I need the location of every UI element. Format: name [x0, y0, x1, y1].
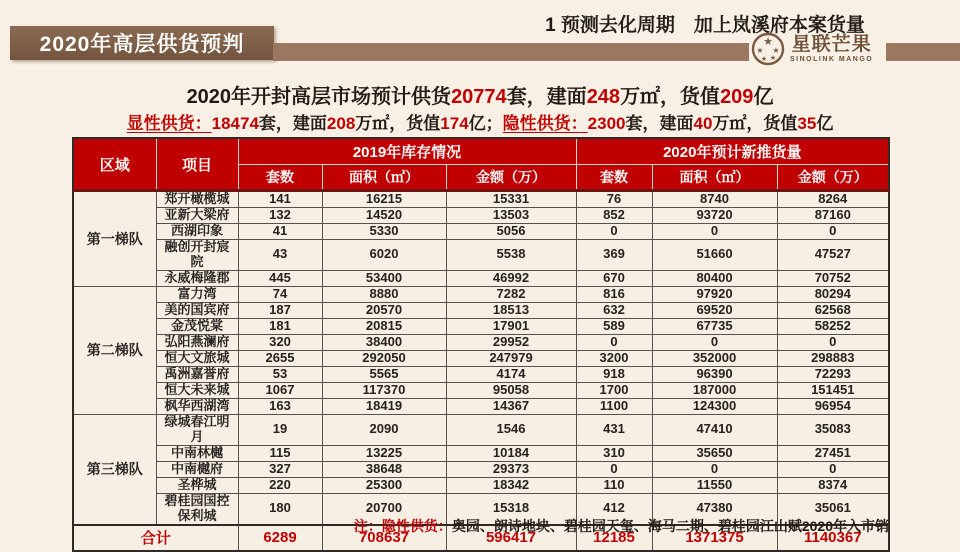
- value-cell: 25300: [322, 477, 446, 493]
- value-cell: 47410: [652, 414, 777, 445]
- value-cell: 187000: [652, 382, 777, 398]
- value-cell: 76: [576, 191, 652, 208]
- value-cell: 589: [576, 318, 652, 334]
- col-subheader: 套数: [576, 165, 652, 191]
- project-cell: 圣桦城: [156, 477, 238, 493]
- project-cell: 金茂悦棠: [156, 318, 238, 334]
- value-cell: 13503: [446, 208, 576, 224]
- table-row: [73, 382, 889, 398]
- value-cell: 124300: [652, 398, 777, 414]
- value-cell: 0: [777, 334, 889, 350]
- total-value: 6289: [238, 525, 322, 551]
- project-cell: 永威梅隆郡: [156, 270, 238, 286]
- value-cell: 5565: [322, 366, 446, 382]
- project-cell: 恒大未来城: [156, 382, 238, 398]
- value-cell: 632: [576, 302, 652, 318]
- value-cell: 181: [238, 318, 322, 334]
- headline-secondary: [0, 109, 960, 134]
- value-cell: 80400: [652, 270, 777, 286]
- value-cell: 18513: [446, 302, 576, 318]
- value-cell: 369: [576, 240, 652, 271]
- value-cell: 431: [576, 414, 652, 445]
- table-row: [73, 240, 889, 271]
- value-cell: 70752: [777, 270, 889, 286]
- value-cell: 1700: [576, 382, 652, 398]
- text-segment: 套，建面: [625, 114, 694, 133]
- table-row: [73, 302, 889, 318]
- value-cell: 53: [238, 366, 322, 382]
- col-header-region: 区域: [73, 138, 156, 191]
- slide-title: 2020年高层供货预判: [39, 33, 245, 56]
- value-cell: 11550: [652, 477, 777, 493]
- value-cell: 0: [576, 224, 652, 240]
- text-segment: 显性供货：: [126, 114, 212, 133]
- value-cell: 412: [576, 493, 652, 524]
- text-segment: 奥园、朗诗地块、碧桂园天玺、海马二期、碧桂园江山赋2020年入市销: [451, 518, 889, 534]
- project-cell: 郑开橄榄城: [156, 191, 238, 208]
- value-cell: 53400: [322, 270, 446, 286]
- value-cell: 310: [576, 445, 652, 461]
- value-cell: 1546: [446, 414, 576, 445]
- value-cell: 20570: [322, 302, 446, 318]
- value-cell: 62568: [777, 302, 889, 318]
- text-segment: 208: [326, 114, 356, 133]
- table-row: [73, 270, 889, 286]
- value-cell: 327: [238, 461, 322, 477]
- value-cell: 0: [652, 334, 777, 350]
- value-cell: 352000: [652, 350, 777, 366]
- col-subheader: 面积（㎡）: [322, 165, 446, 191]
- project-cell: 美的国宾府: [156, 302, 238, 318]
- value-cell: 8880: [322, 286, 446, 302]
- value-cell: 220: [238, 477, 322, 493]
- value-cell: 110: [576, 477, 652, 493]
- supply-table: [72, 137, 890, 552]
- value-cell: 18419: [322, 398, 446, 414]
- value-cell: 115: [238, 445, 322, 461]
- value-cell: 17901: [446, 318, 576, 334]
- col-subheader: 金额（万）: [446, 165, 576, 191]
- value-cell: 163: [238, 398, 322, 414]
- value-cell: 2655: [238, 350, 322, 366]
- total-value: 708637: [322, 525, 446, 551]
- text-segment: 隐性供货：: [502, 114, 588, 133]
- value-cell: 38400: [322, 334, 446, 350]
- section-heading: 1 预测去化周期 加上岚溪府本案货量: [545, 15, 865, 36]
- value-cell: 93720: [652, 208, 777, 224]
- value-cell: 10184: [446, 445, 576, 461]
- table-row: [73, 208, 889, 224]
- text-segment: 40: [693, 114, 713, 133]
- value-cell: 19: [238, 414, 322, 445]
- total-value: 12185: [576, 525, 652, 551]
- value-cell: 29373: [446, 461, 576, 477]
- value-cell: 132: [238, 208, 322, 224]
- table-row: [73, 398, 889, 414]
- value-cell: 445: [238, 270, 322, 286]
- text-segment: 18474: [211, 114, 259, 133]
- project-cell: 亚新大梁府: [156, 208, 238, 224]
- value-cell: 35650: [652, 445, 777, 461]
- region-cell: 第一梯队: [73, 191, 156, 287]
- text-segment: 2300: [587, 114, 626, 133]
- logo-text: [790, 35, 873, 63]
- value-cell: 18342: [446, 477, 576, 493]
- table-row: [73, 318, 889, 334]
- value-cell: 29952: [446, 334, 576, 350]
- table-row: [73, 350, 889, 366]
- value-cell: 14367: [446, 398, 576, 414]
- value-cell: 97920: [652, 286, 777, 302]
- value-cell: 0: [777, 461, 889, 477]
- text-segment: 万㎡，货值: [712, 114, 798, 133]
- value-cell: 8264: [777, 191, 889, 208]
- value-cell: 8374: [777, 477, 889, 493]
- project-cell: 绿城春江明月: [156, 414, 238, 445]
- value-cell: 74: [238, 286, 322, 302]
- col-group-2020: 2020年预计新推货量: [576, 138, 889, 165]
- header-bar-left: [273, 43, 749, 61]
- headline-primary: [0, 80, 960, 109]
- value-cell: 58252: [777, 318, 889, 334]
- value-cell: 72293: [777, 366, 889, 382]
- value-cell: 4174: [446, 366, 576, 382]
- value-cell: 247979: [446, 350, 576, 366]
- logo-name-cn: 星联芒果: [791, 34, 872, 55]
- svg-text:★: ★: [760, 56, 768, 63]
- value-cell: 292050: [322, 350, 446, 366]
- text-segment: 248: [586, 86, 621, 108]
- project-cell: 恒大文旅城: [156, 350, 238, 366]
- value-cell: 47527: [777, 240, 889, 271]
- value-cell: 117370: [322, 382, 446, 398]
- value-cell: 5330: [322, 224, 446, 240]
- value-cell: 41: [238, 224, 322, 240]
- project-cell: 禹洲嘉誉府: [156, 366, 238, 382]
- project-cell: 融创开封宸院: [156, 240, 238, 271]
- text-segment: 套，建面: [258, 114, 327, 133]
- table-row: [73, 414, 889, 445]
- svg-text:★: ★: [769, 55, 777, 62]
- total-value: 1371375: [652, 525, 777, 551]
- text-segment: 亿；: [468, 114, 503, 133]
- value-cell: 1067: [238, 382, 322, 398]
- table-row: [73, 445, 889, 461]
- table-row: [73, 477, 889, 493]
- value-cell: 87160: [777, 208, 889, 224]
- table-row: [73, 461, 889, 477]
- text-segment: 174: [440, 114, 469, 133]
- project-cell: 枫华西湖湾: [156, 398, 238, 414]
- value-cell: 35061: [777, 493, 889, 524]
- project-cell: 中南林樾: [156, 445, 238, 461]
- value-cell: 15318: [446, 493, 576, 524]
- value-cell: 298883: [777, 350, 889, 366]
- text-segment: 亿: [753, 86, 774, 108]
- svg-text:★: ★: [756, 46, 764, 55]
- value-cell: 69520: [652, 302, 777, 318]
- text-segment: 20774: [451, 86, 507, 108]
- value-cell: 14520: [322, 208, 446, 224]
- col-group-2019: 2019年库存情况: [238, 138, 576, 165]
- value-cell: 67735: [652, 318, 777, 334]
- value-cell: 0: [576, 334, 652, 350]
- col-subheader: 金额（万）: [777, 165, 889, 191]
- col-subheader: 面积（㎡）: [652, 165, 777, 191]
- value-cell: 320: [238, 334, 322, 350]
- text-segment: 亿: [816, 114, 834, 133]
- region-cell: 第二梯队: [73, 286, 156, 414]
- footnote: [0, 516, 889, 536]
- value-cell: 15331: [446, 191, 576, 208]
- table-row: [73, 191, 889, 208]
- value-cell: 2090: [322, 414, 446, 445]
- value-cell: 816: [576, 286, 652, 302]
- col-subheader: 套数: [238, 165, 322, 191]
- value-cell: 0: [576, 461, 652, 477]
- value-cell: 151451: [777, 382, 889, 398]
- star-globe-icon: [751, 32, 785, 66]
- text-segment: 万㎡，货值: [620, 86, 721, 108]
- value-cell: 43: [238, 240, 322, 271]
- value-cell: 96954: [777, 398, 889, 414]
- total-value: 596417: [446, 525, 576, 551]
- header-bar-right: [886, 43, 960, 61]
- value-cell: 670: [576, 270, 652, 286]
- svg-text:★: ★: [763, 36, 773, 48]
- table-row: [73, 334, 889, 350]
- text-segment: 209: [720, 86, 754, 108]
- value-cell: 1100: [576, 398, 652, 414]
- value-cell: 38648: [322, 461, 446, 477]
- value-cell: 5538: [446, 240, 576, 271]
- value-cell: 96390: [652, 366, 777, 382]
- value-cell: 95058: [446, 382, 576, 398]
- value-cell: 0: [777, 224, 889, 240]
- value-cell: 13225: [322, 445, 446, 461]
- value-cell: 0: [652, 461, 777, 477]
- table-row: [73, 366, 889, 382]
- text-segment: 万㎡，货值: [355, 114, 441, 133]
- project-cell: 西湖印象: [156, 224, 238, 240]
- value-cell: 51660: [652, 240, 777, 271]
- text-segment: 注：隐性供货：: [353, 518, 452, 534]
- value-cell: 46992: [446, 270, 576, 286]
- value-cell: 27451: [777, 445, 889, 461]
- logo-name-en: SINOLINK MANGO: [790, 56, 874, 63]
- text-segment: 套，建面: [506, 86, 587, 108]
- value-cell: 20815: [322, 318, 446, 334]
- value-cell: 180: [238, 493, 322, 524]
- value-cell: 47380: [652, 493, 777, 524]
- svg-text:★: ★: [772, 46, 780, 55]
- value-cell: 80294: [777, 286, 889, 302]
- logo: [751, 32, 873, 66]
- value-cell: 141: [238, 191, 322, 208]
- value-cell: 20700: [322, 493, 446, 524]
- value-cell: 918: [576, 366, 652, 382]
- region-cell: 第三梯队: [73, 414, 156, 524]
- text-segment: 2020年开封高层市场预计供货: [186, 86, 452, 108]
- value-cell: 16215: [322, 191, 446, 208]
- total-value: 1140367: [777, 525, 889, 551]
- value-cell: 5056: [446, 224, 576, 240]
- value-cell: 8740: [652, 191, 777, 208]
- table-row: [73, 286, 889, 302]
- value-cell: 0: [652, 224, 777, 240]
- text-segment: 35: [797, 114, 817, 133]
- col-header-project: 项目: [156, 138, 238, 191]
- slide-title-band: [10, 26, 274, 60]
- value-cell: 852: [576, 208, 652, 224]
- project-cell: 弘阳燕澜府: [156, 334, 238, 350]
- value-cell: 35083: [777, 414, 889, 445]
- value-cell: 187: [238, 302, 322, 318]
- total-label: 合计: [73, 525, 238, 551]
- project-cell: 富力湾: [156, 286, 238, 302]
- project-cell: 碧桂园国控保利城: [156, 493, 238, 524]
- value-cell: 3200: [576, 350, 652, 366]
- table-row: [73, 224, 889, 240]
- value-cell: 6020: [322, 240, 446, 271]
- value-cell: 7282: [446, 286, 576, 302]
- project-cell: 中南樾府: [156, 461, 238, 477]
